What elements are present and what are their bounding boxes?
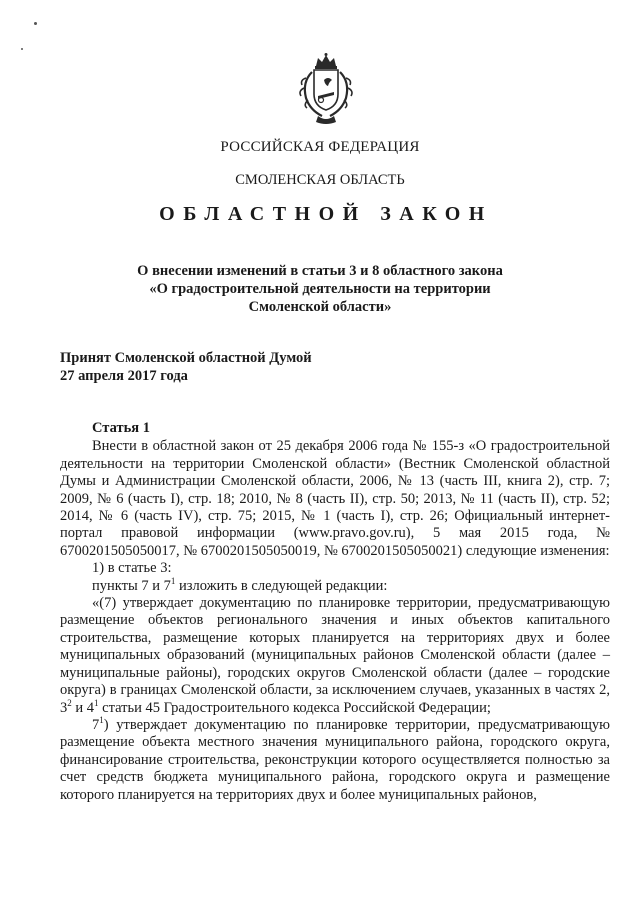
text-run: статьи 45 Градостроительного кодекса Российской Федерации; [98, 699, 491, 716]
subject-line: Смоленской области» [248, 299, 392, 315]
article-body [60, 420, 610, 804]
adoption-info [60, 349, 312, 385]
superscript: 2 [67, 697, 72, 708]
article-heading: Статья 1 [92, 420, 150, 436]
region-heading: СМОЛЕНСКАЯ ОБЛАСТЬ [235, 172, 405, 188]
scan-speck [34, 22, 37, 25]
text-run: ) утверждает документацию по планировке территории, предусматривающую размещение объекта местного значения муниципального района, городского округа, финансирование строительства, реконструкции которого осуществляется полностью за счет средств бюджета муниципального района, городского округа и размещение которого планируется на территориях двух и более муниципальных районов, [60, 716, 610, 803]
law-subject [0, 262, 640, 316]
text-run: пункты 7 и 7 [92, 577, 171, 594]
subject-line: О внесении изменений в статьи 3 и 8 областного закона [137, 263, 503, 279]
adopted-date: 27 апреля 2017 года [60, 368, 188, 384]
smolensk-coat-of-arms-icon [294, 52, 358, 126]
scan-speck [21, 48, 23, 50]
text-run: изложить в следующей редакции: [175, 577, 388, 594]
points-instruction [60, 575, 610, 595]
subject-line: «О градостроительной деятельности на территории [149, 281, 491, 297]
superscript: 1 [99, 714, 104, 725]
point-7-1-paragraph [60, 714, 610, 804]
superscript: 1 [94, 697, 99, 708]
point-7-paragraph [60, 595, 610, 717]
document-type-title: ОБЛАСТНОЙ ЗАКОН [159, 203, 493, 225]
text-run: «(7) утверждает документацию по планировке территории, предусматривающую размещение объектов регионального значения и иных объектов капитального строительства, размещение которых планируется на территориях двух и более муниципальных образований (муниципальных районов Смоленской области (далее – муниципальные районы), городских округов Смоленской области (далее – городские округа) в границах Смоленской области, за исключением случаев, указанных в частях 2, 3 [60, 595, 610, 716]
text-run: 7 [92, 716, 100, 733]
article-intro-paragraph: Внести в областной закон от 25 декабря 2006 года № 155-з «О градостроительной деятельности на территории Смоленской области» (Вестник Смоленской областной Думы и Администрации Смоленской области, 2006, № 13 (часть III, книга 2), стр. 7; 2009, № 6 (часть I), стр. 18; 2010, № 8 (часть II), стр. 50; 2013, № 11 (часть II), стр. 52; 2014, № 6 (часть IV), стр. 75; 2015, № 1 (часть I), стр. 26; Официальный интернет-портал правовой информации (www.pravo.gov.ru), 5 мая 2015 года, № 6700201505050017, № 6700201505050019, № 6700201505050021) следующие изменения: [60, 438, 610, 559]
text-run: и 4 [71, 699, 95, 716]
superscript: 1 [170, 575, 176, 586]
item-1: 1) в статье 3: [92, 560, 172, 577]
federation-heading: РОССИЙСКАЯ ФЕДЕРАЦИЯ [220, 139, 420, 155]
adopted-by: Принят Смоленской областной Думой [60, 350, 312, 366]
